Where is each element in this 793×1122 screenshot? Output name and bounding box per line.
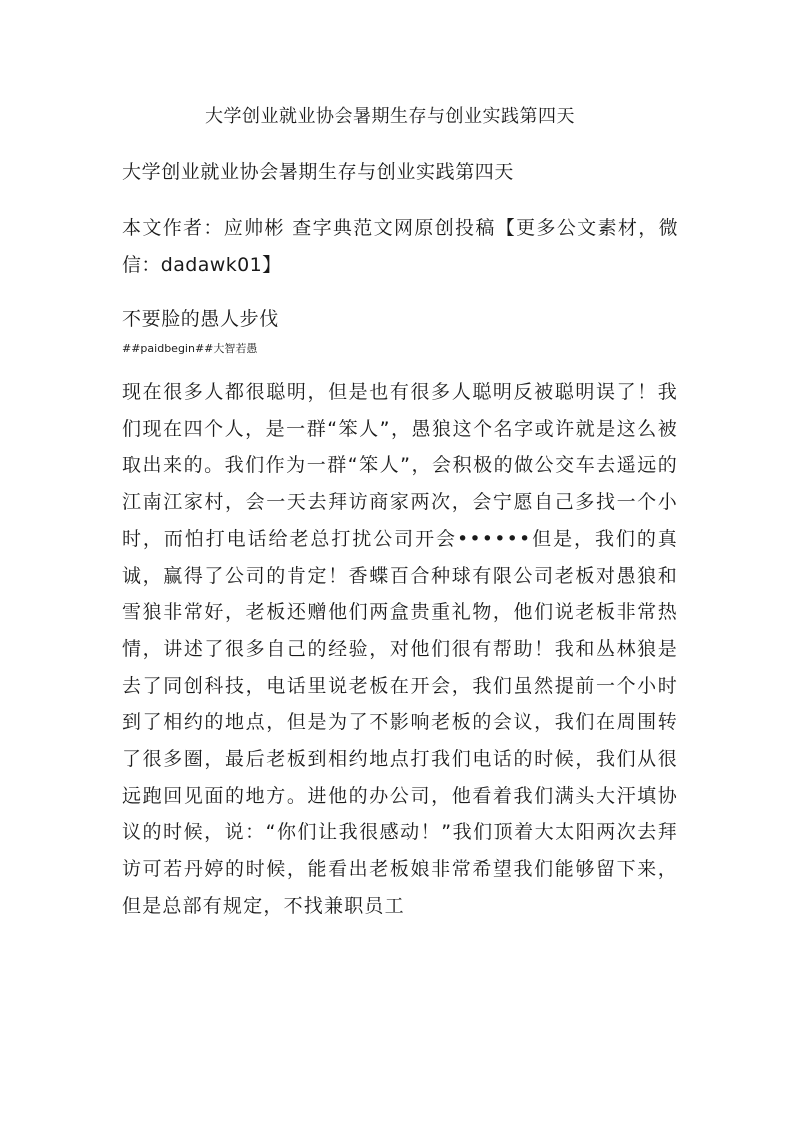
body-paragraph: 现在很多人都很聪明，但是也有很多人聪明反被聪明误了！我们现在四个人，是一群“笨人”，愚狼这个名字或许就是这么被取出来的。我们作为一群“笨人”，会积极的做公交车去遥远的江南江家村，会一天去拜访商家两次，会宁愿自己多找一个小时，而怕打电话给老总打扰公司开会••••••但是，我们的真诚，赢得了公司的肯定！香蝶百合种球有限公司老板对愚狼和雪狼非常好，老板还赠他们两盒贵重礼物，他们说老板非常热情，讲述了很多自己的经验，对他们很有帮助！我和丛林狼是去了同创科技，电话里说老板在开会，我们虽然提前一个小时到了相约的地点，但是为了不影响老板的会议，我们在周围转了很多圈，最后老板到相约地点打我们电话的时候，我们从很远跑回见面的地方。进他的办公司，他看着我们满头大汗填协议的时候，说：“你们让我很感动！”我们顶着大太阳两次去拜访可若丹婷的时候，能看出老板娘非常希望我们能够留下来，但是总部有规定，不找兼职员工 — [122, 381, 678, 917]
document-content — [122, 156, 678, 925]
document-title: 大学创业就业协会暑期生存与创业实践第四天 — [205, 106, 575, 127]
paid-marker: ##paidbegin##大智若愚 — [122, 342, 258, 355]
author-line: 本文作者：应帅彬 查字典范文网原创投稿【更多公文素材，微信：dadawk01】 — [122, 217, 678, 276]
article-heading: 大学创业就业协会暑期生存与创业实践第四天 — [122, 161, 515, 183]
section-title: 不要脸的愚人步伐 — [122, 308, 279, 330]
